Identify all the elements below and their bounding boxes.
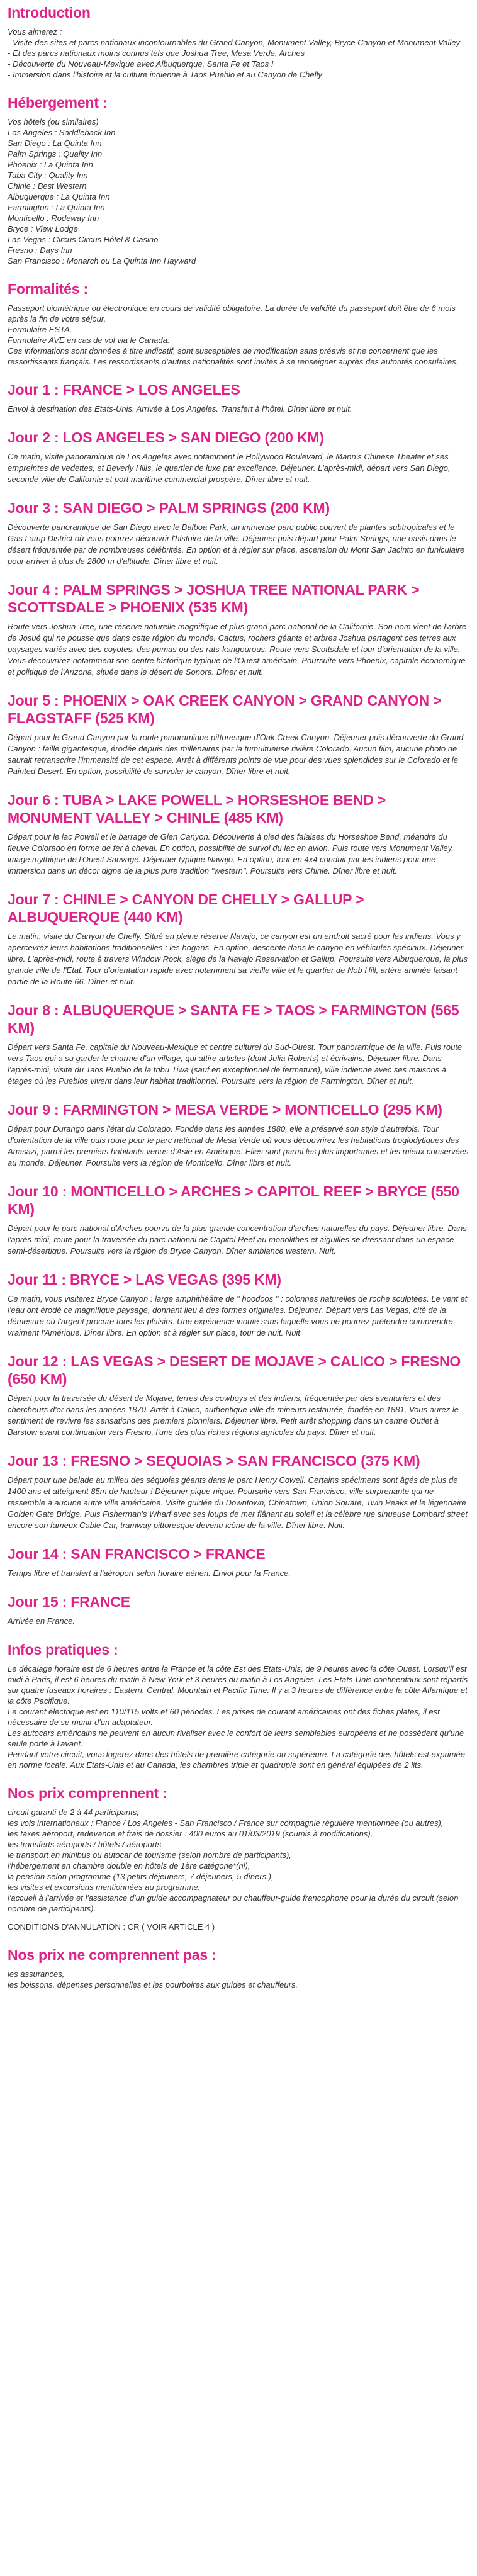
hotel-line: Fresno : Days Inn (8, 245, 72, 255)
formalites-line: Formulaire ESTA. (8, 325, 72, 334)
hebergement-section (8, 94, 469, 266)
jour-text: Départ pour Durango dans l'état du Colorado. Fondée dans les années 1880, elle a préservé son style d'autrefois. Tour d'orientation de la ville puis route pour le parc national de Mesa Verde où vous découvrirez les habitations troglodytiques des Anasazi, parmi les premiers habitants venus d'Asie en Amérique. Elles sont parmi les plus importantes et les mieux conservées au monde. Déjeuner. Poursuite vers la région de Monticello. Dîner libre et nuit. (8, 1124, 469, 1167)
jour-title: Jour 1 : FRANCE > LOS ANGELES (8, 381, 240, 398)
jour-text: Départ pour le Grand Canyon par la route panoramique pittoresque d'Oak Creek Canyon. Déjeuner puis découverte du Grand Canyon : faille gigantesque, érodée depuis des millénaires par la tumultueuse rivière Colorado. Aucun film, aucune photo ne saurait retranscrire l'immensité de cet espace. Arrêt à différents points de vue pour des vues splendides sur le Colorado et le Painted Desert. En option, possibilité de survoler le canyon. Dîner libre et nuit. (8, 733, 464, 776)
hotel-line: Chinle : Best Western (8, 181, 87, 191)
hotel-line: Bryce : View Lodge (8, 224, 78, 233)
ne-comprend-pas-section (8, 1946, 469, 1990)
jour-text: Ce matin, visite panoramique de Los Angeles avec notamment le Hollywood Boulevard, le Mann's Chinese Theater et ses empreintes de vedettes, et Beverly Hills, le quartier de luxe par excellence. Déjeuner. L'après-midi, départ vers San Diego, seconde ville de Californie et port maritime commercial prospère. Dîner libre et nuit. (8, 452, 451, 484)
jour-text: Départ vers Santa Fe, capitale du Nouveau-Mexique et centre culturel du Sud-Ouest. Tour panoramique de la ville. Puis route vers Taos qui a su garder le charme d'un village, qui attire artistes (dont Julia Roberts) et écrivains. Déjeuner libre. Dans l'après-midi, visite du Taos Pueblo de la tribu Tiwa (sauf en exceptionnel de fermeture), ville indienne avec ses maisons à étages où les Pueblos vivent dans leur habitat traditionnel. Poursuite vers la région de Farmington. Dîner et nuit. (8, 1042, 463, 1086)
hotel-line: Vos hôtels (ou similaires) (8, 117, 99, 127)
hotel-line: Monticello : Rodeway Inn (8, 213, 99, 223)
hotel-line: San Diego : La Quinta Inn (8, 138, 102, 148)
jour-text: Envol à destination des Etats-Unis. Arrivée à Los Angeles. Transfert à l'hôtel. Dîner libre et nuit. (8, 404, 352, 413)
jour-section (8, 1545, 469, 1579)
jour-text: Départ pour une balade au milieu des séquoias géants dans le parc Henry Cowell. Certains spécimens sont âgés de plus de 1400 ans et atteignent 85m de hauteur ! Déjeuner pique-nique. Poursuite vers San Francisco, ville surprenante qui ne ressemble à aucune autre ville américaine. Visite guidée du Downtown, Chinatown, Union Square, Twin Peaks et le légendaire Golden Gate Bridge. Puis Fisherman's Wharf avec ses loups de mer flânant au soleil et la célèbre rue sinueuse Lombard street encore son fameux Cable Car, tramway pittoresque devenu icône de la ville. Dîner libre. Nuit. (8, 1475, 468, 1530)
jour-text: Départ pour le lac Powell et le barrage de Glen Canyon. Découverte à pied des falaises du Horseshoe Bend, méandre du fleuve Colorado en forme de fer à cheval. En option, possibilité de survol du lac en avion. Puis route vers Monument Valley, image mythique de l'Ouest Sauvage. Déjeuner typique Navajo. En option, tour en 4x4 conduit par les indiens pour une immersion dans un décor digne de la plus pure tradition "western". Poursuite vers Chinle. Dîner libre et nuit. (8, 832, 454, 875)
comprend-section (8, 1784, 469, 1932)
infos-line: Les autocars américains ne peuvent en aucun rivaliser avec le confort de leurs semblables européens et ne possèdent qu'une seule porte à l'avant. (8, 1728, 464, 1748)
jour-title: Jour 8 : ALBUQUERQUE > SANTA FE > TAOS > FARMINGTON (565 KM) (8, 1002, 459, 1036)
jour-section (8, 791, 469, 877)
comprend-line: les transferts aéroports / hôtels / aéroports, (8, 1840, 164, 1849)
jour-section (8, 1001, 469, 1087)
intro-line: - Découverte du Nouveau-Mexique avec Albuquerque, Santa Fe et Taos ! (8, 59, 274, 69)
hotel-line: Palm Springs : Quality Inn (8, 149, 103, 159)
intro-line: - Visite des sites et parcs nationaux incontournables du Grand Canyon, Monument Valley, Bryce Canyon et Monument Valley (8, 38, 460, 47)
jour-title: Jour 4 : PALM SPRINGS > JOSHUA TREE NATIONAL PARK > SCOTTSDALE > PHOENIX (535 KM) (8, 582, 420, 616)
comprend-title: Nos prix comprennent : (8, 1785, 167, 1801)
jour-section (8, 499, 469, 567)
jour-title: Jour 2 : LOS ANGELES > SAN DIEGO (200 KM) (8, 429, 324, 446)
conditions-annulation: CONDITIONS D'ANNULATION : CR ( VOIR ARTICLE 4 ) (8, 1922, 215, 1932)
hotel-line: Las Vegas : Circus Circus Hôtel & Casino (8, 235, 159, 244)
formalites-line: Passeport biométrique ou électronique en cours de validité obligatoire. La durée de validité du passeport doit être de 6 mois après la fin de votre séjour. (8, 303, 456, 323)
jour-section (8, 1353, 469, 1438)
introduction-section (8, 4, 469, 80)
hotel-line: Los Angeles : Saddleback Inn (8, 128, 116, 137)
jour-text: Départ pour le parc national d'Arches pourvu de la plus grande concentration d'arches naturelles du pays. Déjeuner libre. Dans l'après-midi, route pour la traversée du parc national de Capitol Reef au monolithes et aiguilles se dressant dans un espace semi-désertique. Poursuite vers la région de Bryce Canyon. Dîner ambiance western. Nuit. (8, 1223, 467, 1256)
introduction-title: Introduction (8, 4, 91, 21)
jour-title: Jour 13 : FRESNO > SEQUOIAS > SAN FRANCISCO (375 KM) (8, 1453, 420, 1469)
jour-text: Ce matin, vous visiterez Bryce Canyon : large amphithéâtre de " hoodoos " : colonnes naturelles de roche sculptées. Le vent et l'eau ont érodé ce magnifique paysage, donnant lieu à des formes originales. Déjeuner. Départ vers Las Vegas, cité de la démesure où l'argent procure tous les plaisirs. Une expérience inouïe sans laquelle vous ne pourrez prétendre comprendre vraiment l'Amérique. Dîner libre. En option et à régler sur place, tour de nuit. Nuit (8, 1294, 468, 1337)
formalites-line: Formulaire AVE en cas de vol via le Canada. (8, 335, 170, 345)
jour-text: Route vers Joshua Tree, une réserve naturelle magnifique et plus grand parc national de la Californie. Son nom vient de l'arbre de Josué qui ne pousse que dans cette région du monde. Cactus, rochers géants et arbres Joshua partagent ces terres aux paysages variés avec des coyotes, des pumas ou des rats-kangourous. Route vers Scottsdale et tour d'orientation de la ville. Vous découvrirez notamment son centre historique typique de l'Ouest américain. Poursuite vers Phoenix, capitale économique et politique de l'Arizona, située dans le désert de Sonora. Dîner et nuit. (8, 622, 467, 677)
hotel-line: Albuquerque : La Quinta Inn (8, 192, 110, 201)
jour-text: Arrivée en France. (8, 1616, 75, 1626)
formalites-line: Ces informations sont données à titre indicatif, sont susceptibles de modification sans préavis et ne concernent que les ressortissants français. Les ressortissants d'autres nationalités sont invités à se renseigner auprès des autorités consulaires. (8, 346, 459, 366)
jour-section (8, 429, 469, 485)
comprend-line: les visites et excursions mentionnées au programme, (8, 1882, 201, 1892)
comprend-line: le transport en minibus ou autocar de tourisme (selon nombre de participants), (8, 1850, 291, 1860)
hebergement-title: Hébergement : (8, 94, 108, 111)
intro-line: - Immersion dans l'histoire et la culture indienne à Taos Pueblo et au Canyon de Chelly (8, 70, 322, 79)
jour-section (8, 581, 469, 678)
comprend-line: les taxes aéroport, redevance et frais de dossier : 400 euros au 01/03/2019 (soumis à modifications), (8, 1829, 373, 1838)
hotel-line: Phoenix : La Quinta Inn (8, 160, 93, 169)
infos-title: Infos pratiques : (8, 1641, 118, 1658)
jour-section (8, 1183, 469, 1257)
comprend-line: la pension selon programme (13 petits déjeuners, 7 déjeuners, 5 dîners ), (8, 1872, 274, 1881)
formalites-title: Formalités : (8, 281, 88, 297)
jour-section (8, 1452, 469, 1531)
hotel-line: San Francisco : Monarch ou La Quinta Inn Hayward (8, 256, 196, 266)
jour-title: Jour 3 : SAN DIEGO > PALM SPRINGS (200 KM) (8, 500, 330, 516)
comprend-line: l'hébergement en chambre double en hôtels de 1ère catégorie*(nl), (8, 1861, 250, 1870)
jour-title: Jour 5 : PHOENIX > OAK CREEK CANYON > GRAND CANYON > FLAGSTAFF (525 KM) (8, 692, 442, 726)
spacer (8, 1914, 469, 1921)
jour-text: Départ pour la traversée du désert de Mojave, terres des cowboys et des indiens, fréquentée par des aventuriers et des chercheurs d'or dans les années 1870. Arrêt à Calico, authentique ville de mineurs restaurée, fondée en 1881. Vous aurez le sentiment de revivre les sensations des premiers pionniers. Déjeuner libre. Petit arrêt shopping dans un centre Outlet à Barstow avant continuation vers Fresno, l'une des plus riches régions agricoles du pays. Dîner et nuit. (8, 1393, 459, 1437)
hotel-line: Tuba City : Quality Inn (8, 171, 88, 180)
jour-title: Jour 6 : TUBA > LAKE POWELL > HORSESHOE BEND > MONUMENT VALLEY > CHINLE (485 KM) (8, 792, 386, 826)
ne-comprend-pas-title: Nos prix ne comprennent pas : (8, 1947, 216, 1963)
jour-title: Jour 10 : MONTICELLO > ARCHES > CAPITOL REEF > BRYCE (550 KM) (8, 1183, 459, 1217)
jour-title: Jour 7 : CHINLE > CANYON DE CHELLY > GALLUP > ALBUQUERQUE (440 KM) (8, 891, 364, 925)
ne-comprend-pas-line: les assurances, (8, 1969, 65, 1979)
jour-text: Le matin, visite du Canyon de Chelly. Situé en pleine réserve Navajo, ce canyon est un endroit sacré pour les indiens. Vous y apercevrez leurs habitations traditionnelles : les hogans. En option, descente dans le canyon en véhicules spéciaux. Déjeuner libre. L'après-midi, route à travers Window Rock, siège de la Navajo Reservation et Gallup. Poursuite vers Albuquerque, la plus grande ville de l'Etat. Tour d'orientation rapide avec notamment sa vieille ville et le quartier de Nob Hill, artère animée faisant partie de la Route 66. Dîner et nuit. (8, 931, 468, 986)
infos-line: Le décalage horaire est de 6 heures entre la France et la côte Est des Etats-Unis, de 9 heures avec la côte Ouest. Lorsqu'il est midi à Paris, il est 6 heures du matin à New York et 3 heures du matin à Los Angeles. Les Etats-Unis continentaux sont répartis sur quatre fuseaux horaires : Eastern, Central, Mountain et Pacific Time. Il y a 3 heures de différence entre la côte Atlantique et la côte Pacifique. (8, 1664, 468, 1706)
jour-title: Jour 9 : FARMINGTON > MESA VERDE > MONTICELLO (295 KM) (8, 1101, 442, 1118)
jour-text: Temps libre et transfert à l'aéroport selon horaire aérien. Envol pour la France. (8, 1568, 291, 1578)
infos-section (8, 1641, 469, 1770)
formalites-section (8, 280, 469, 367)
jour-section (8, 1101, 469, 1169)
jour-title: Jour 12 : LAS VEGAS > DESERT DE MOJAVE > CALICO > FRESNO (650 KM) (8, 1353, 461, 1387)
jour-title: Jour 14 : SAN FRANCISCO > FRANCE (8, 1546, 266, 1562)
jour-section (8, 381, 469, 415)
comprend-line: les vols internationaux : France / Los Angeles - San Francisco / France sur compagnie régulière mentionnée (ou autres), (8, 1818, 444, 1828)
jour-text: Découverte panoramique de San Diego avec le Balboa Park, un immense parc public couvert de plantes subtropicales et le Gas Lamp District où vous pourrez découvrir l'histoire de la ville. Déjeuner puis départ pour Palm Springs, une oasis dans le désert fréquentée par de nombreuses célébrités. En option et à régler sur place, ascension du Mont San Jacinto en funiculaire pour arriver à plus de 2800 m d'altitude. Dîner libre et nuit. (8, 522, 465, 566)
ne-comprend-pas-line: les boissons, dépenses personnelles et les pourboires aux guides et chauffeurs. (8, 1980, 298, 1989)
jour-title: Jour 11 : BRYCE > LAS VEGAS (395 KM) (8, 1271, 281, 1288)
comprend-line: l'accueil à l'arrivée et l'assistance d'un guide accompagnateur ou chauffeur-guide francophone pour la durée du circuit (selon nombre de participants). (8, 1893, 459, 1913)
infos-line: Pendant votre circuit, vous logerez dans des hôtels de première catégorie ou supérieure. La catégorie des hôtels est exprimée en norme locale. Aux Etats-Unis et au Canada, les chambres triple et quadruple sont en général équipées de 2 lits. (8, 1750, 465, 1770)
infos-line: Le courant électrique est en 110/115 volts et 60 périodes. Les prises de courant américaines ont des fiches plates, il est nécessaire de se munir d'un adaptateur. (8, 1707, 440, 1727)
jour-section (8, 692, 469, 777)
comprend-line: circuit garanti de 2 à 44 participants, (8, 1808, 139, 1817)
intro-line: Vous aimerez : (8, 27, 62, 37)
jour-section (8, 891, 469, 987)
jour-section (8, 1593, 469, 1627)
hotel-line: Farmington : La Quinta Inn (8, 203, 105, 212)
jour-title: Jour 15 : FRANCE (8, 1594, 130, 1610)
intro-line: - Et des parcs nationaux moins connus tels que Joshua Tree, Mesa Verde, Arches (8, 48, 305, 58)
jour-section (8, 1271, 469, 1339)
